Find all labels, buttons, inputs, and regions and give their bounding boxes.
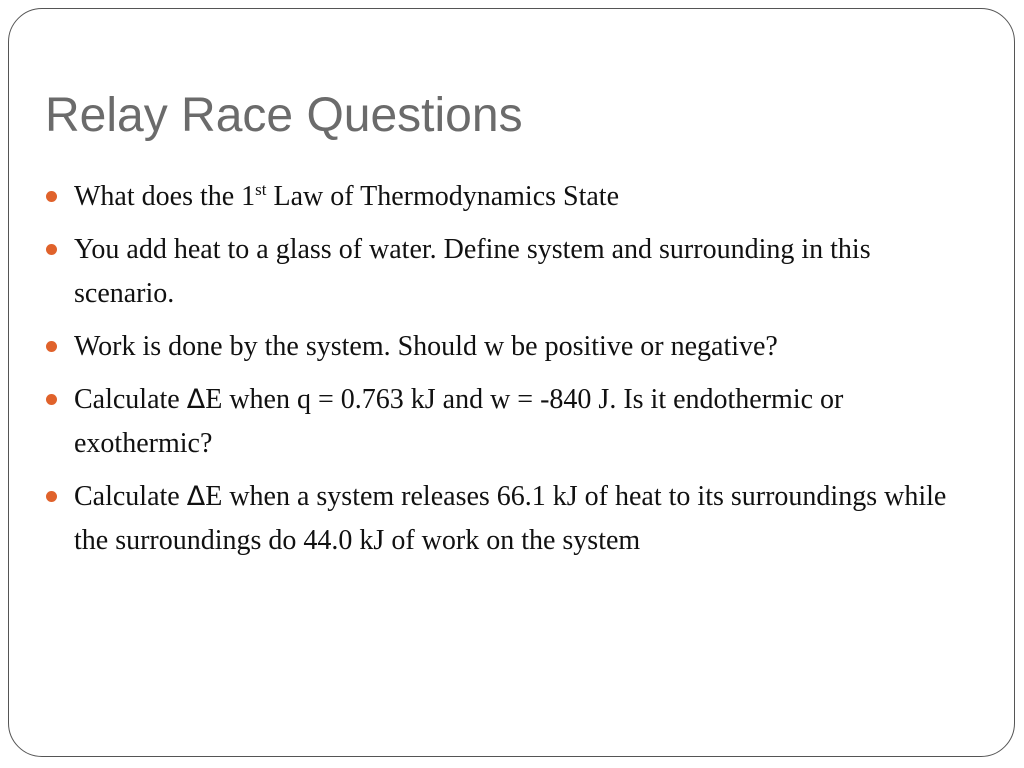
- bullet-text-pre: Calculate: [74, 384, 187, 415]
- bullet-text: Work is done by the system. Should w be positive or negative?: [74, 331, 778, 362]
- bullet-text-post: E when q = 0.763 kJ and w = -840 J. Is it endothermic or exothermic?: [74, 384, 844, 459]
- bullet-item-calc-delta-e-1: [45, 378, 965, 466]
- bullet-item-first-law: [45, 175, 965, 219]
- bullet-text-post: Law of Thermodynamics State: [266, 181, 620, 212]
- bullet-text-post: E when a system releases 66.1 kJ of heat to its surroundings while the surroundings do 44.0 kJ of work on the system: [74, 481, 947, 556]
- delta-symbol: Δ: [186, 384, 206, 415]
- slide: [8, 8, 1015, 757]
- slide-title: Relay Race Questions: [45, 89, 523, 142]
- bullet-dot-icon: [46, 341, 57, 352]
- bullet-item-system-surrounding: [45, 228, 965, 316]
- bullet-text-pre: Calculate: [74, 481, 187, 512]
- bullet-list: [45, 175, 965, 572]
- bullet-item-calc-delta-e-2: [45, 475, 965, 563]
- superscript-st: st: [255, 180, 267, 199]
- bullet-dot-icon: [46, 491, 57, 502]
- bullet-dot-icon: [46, 244, 57, 255]
- bullet-dot-icon: [46, 394, 57, 405]
- bullet-text: You add heat to a glass of water. Define system and surrounding in this scenario.: [74, 234, 871, 309]
- bullet-text-pre: What does the 1: [74, 181, 256, 212]
- delta-symbol: Δ: [186, 481, 206, 512]
- bullet-dot-icon: [46, 191, 57, 202]
- bullet-item-work-sign: [45, 325, 965, 369]
